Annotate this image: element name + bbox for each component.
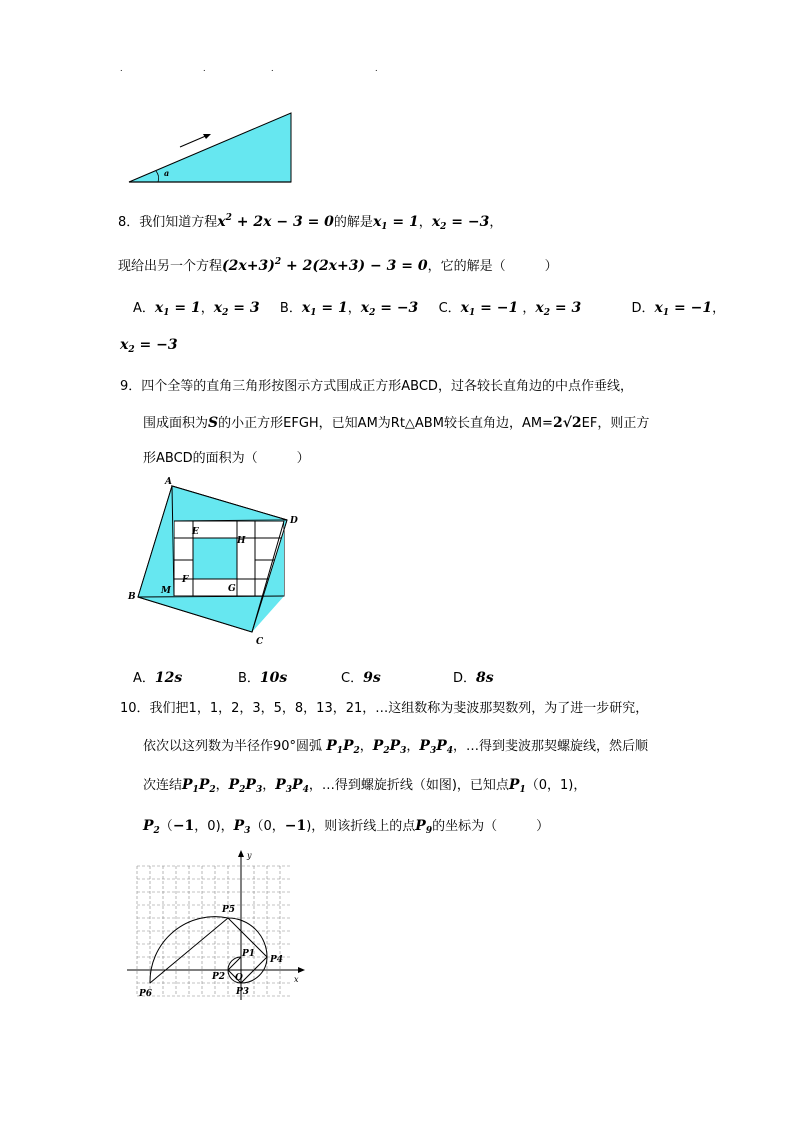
q9-options bbox=[133, 667, 494, 686]
q9-line2: 围成面积为S的小正方形EFGH，已知AM为Rt△ABM较长直角边，AM=2√2EF，则正方 bbox=[143, 415, 650, 431]
q10-line1: 10．我们把1，1，2，3，5，8，13，21，…这组数称为斐波那契数列，为了进一步研究， bbox=[120, 701, 649, 716]
q8-line1: 8．我们知道方程$x^2 + 2x - 3 = 0$的解是$x_1 = 1$，$x_2 = -3$， bbox=[118, 213, 503, 232]
svg-text:P2: P2 bbox=[212, 972, 226, 982]
q10-spiral-figure bbox=[125, 848, 315, 1008]
svg-text:P3: P3 bbox=[236, 987, 250, 997]
q9-option-d[interactable]: D．8s bbox=[453, 670, 494, 686]
label-a: A bbox=[165, 477, 172, 487]
svg-text:a: a bbox=[164, 168, 170, 178]
q8-option-d[interactable]: D．$x_1 = -1$， bbox=[631, 300, 726, 318]
svg-text:x: x bbox=[294, 975, 299, 984]
label-h: H bbox=[237, 536, 246, 546]
q8-options bbox=[133, 297, 725, 318]
svg-text:P6: P6 bbox=[139, 989, 153, 999]
q8-line2: 现给出另一个方程$(2x+3)^2 + 2(2x+3) - 3 = 0$，它的解是（ ） bbox=[118, 257, 558, 274]
label-f: F bbox=[182, 575, 189, 585]
incline-triangle bbox=[129, 113, 291, 182]
q8-option-c[interactable]: C．$x_1 = -1$ ，$x_2 = 3$ bbox=[438, 300, 582, 318]
q9-line1: 9．四个全等的直角三角形按图示方式围成正方形ABCD，过各较长直角边的中点作垂线， bbox=[120, 379, 633, 394]
svg-text:P1: P1 bbox=[242, 949, 256, 959]
svg-text:O: O bbox=[235, 973, 243, 983]
inner-square-efgh bbox=[193, 538, 237, 579]
label-e: E bbox=[192, 527, 199, 537]
q9-option-c[interactable]: C．9s bbox=[341, 670, 381, 686]
label-b: B bbox=[128, 592, 136, 602]
label-g: G bbox=[228, 584, 236, 594]
q8-option-d-cont: $x_2 = -3$ bbox=[120, 337, 178, 355]
label-d: D bbox=[290, 516, 298, 526]
q8-option-b[interactable]: B．$x_1 = 1$，$x_2 = -3$ bbox=[279, 300, 419, 318]
q9-option-a[interactable]: A．12s bbox=[133, 670, 183, 686]
svg-text:P5: P5 bbox=[222, 905, 236, 915]
q10-line2: 依次以这列数为半径作90°圆弧 $P_1P_2$，$P_2P_3$，$P_3P_4$，…得到斐波那契螺旋线，然后顺 bbox=[143, 738, 649, 756]
label-m: M bbox=[161, 586, 171, 596]
label-c: C bbox=[256, 637, 264, 647]
q10-line4: $P_2(-1$，0)，$P_3(0$，−1)，则该折线上的点$P_9$的坐标为（ ） bbox=[143, 818, 550, 836]
q9-line3: 形ABCD的面积为（ ） bbox=[143, 451, 310, 466]
q8-option-a[interactable]: A．$x_1 = 1$，$x_2 = 3$ bbox=[133, 300, 260, 318]
svg-text:y: y bbox=[247, 851, 252, 860]
q9-option-b[interactable]: B．10s bbox=[238, 670, 288, 686]
incline-figure bbox=[120, 105, 300, 190]
q10-line3: 次连结$P_1P_2$，$P_2P_3$，$P_3P_4$，…得到螺旋折线（如图)，已知点$P_1(0$，1)， bbox=[143, 777, 587, 795]
direction-arrow bbox=[180, 135, 208, 147]
q9-figure bbox=[120, 470, 310, 655]
svg-text:P4: P4 bbox=[270, 955, 284, 965]
